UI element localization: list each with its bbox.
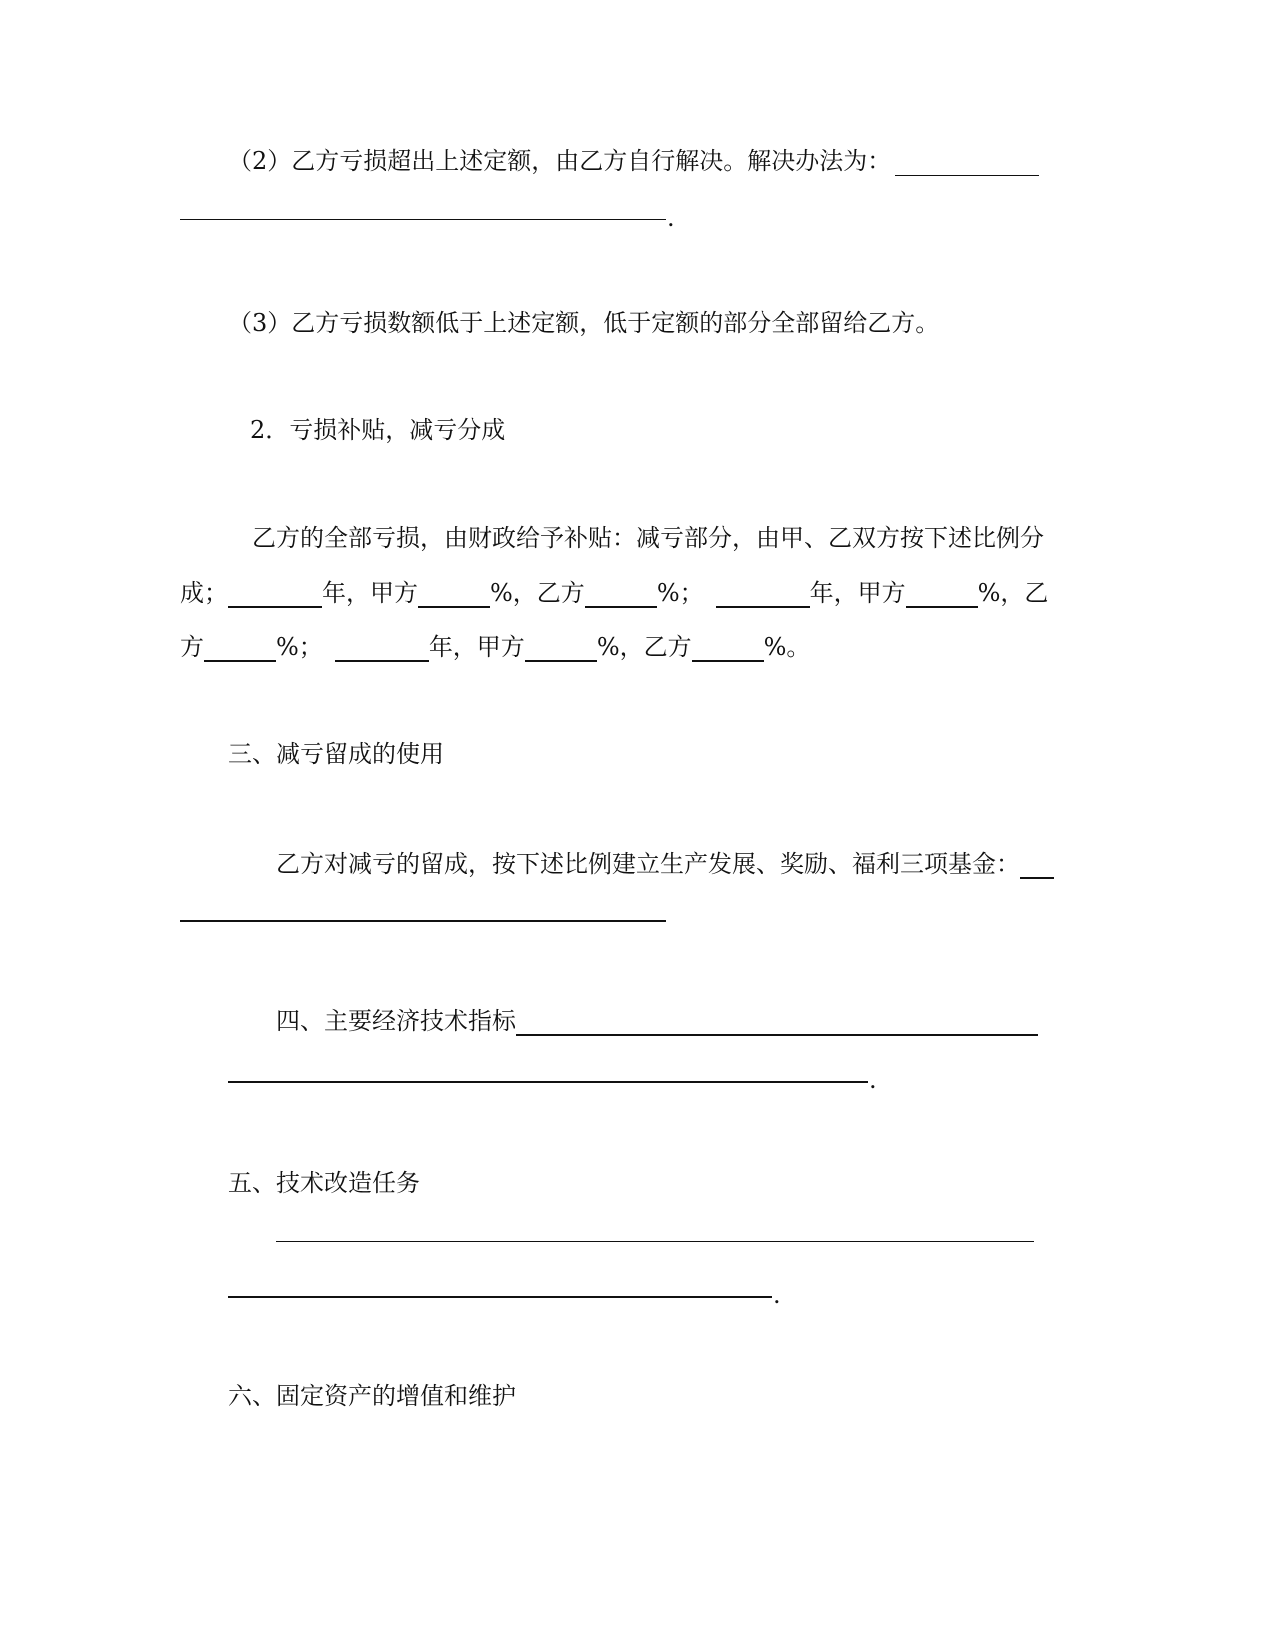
- year-blank: [335, 638, 429, 662]
- para-text: 年，甲方: [322, 579, 418, 607]
- fill-blank-line: [228, 1296, 772, 1298]
- percent-blank: [585, 584, 657, 608]
- percent-blank: [418, 584, 490, 608]
- period-mark: .: [667, 204, 675, 232]
- para-text: 方: [180, 633, 204, 661]
- section-5-heading: [228, 1168, 420, 1198]
- clause-2-text: （2）乙方亏损超出上述定额，由乙方自行解决。解决办法为：: [228, 147, 892, 175]
- section-3-heading-text: 三、减亏留成的使用: [228, 740, 444, 768]
- percent-blank: [204, 638, 276, 662]
- clause-3: [228, 308, 939, 338]
- fill-blank-line: [228, 1081, 868, 1083]
- clause-3-text: （3）乙方亏损数额低于上述定额，低于定额的部分全部留给乙方。: [228, 309, 940, 337]
- clause-2: [228, 146, 1039, 176]
- fill-blank-line: [276, 1241, 1034, 1242]
- section-2-para-line2: [180, 578, 1048, 608]
- para-text: 成；: [180, 579, 228, 607]
- para-text: 年，甲方: [428, 633, 525, 661]
- percent-blank: [906, 584, 978, 608]
- section-2-heading: [250, 415, 505, 445]
- section-5-heading-text: 五、技术改造任务: [228, 1169, 420, 1197]
- fill-blank-line: [180, 219, 666, 220]
- para-text: %，乙: [977, 579, 1049, 607]
- section-4-heading: [276, 1006, 1038, 1036]
- section-2-heading-text: 2．亏损补贴，减亏分成: [250, 416, 506, 444]
- percent-blank: [525, 638, 597, 662]
- fill-blank: [516, 1012, 1038, 1036]
- para-text: %，乙方: [596, 633, 692, 661]
- section-4-heading-text: 四、主要经济技术指标: [276, 1007, 516, 1035]
- para-text: %。: [763, 633, 811, 661]
- section-2-para-line1: [252, 523, 1044, 553]
- para-text: 年，甲方: [809, 579, 906, 607]
- para-text: 乙方对减亏的留成，按下述比例建立生产发展、奖励、福利三项基金：: [276, 850, 1020, 878]
- section-2-para-line3: [180, 632, 810, 662]
- period-mark: .: [869, 1066, 877, 1094]
- fill-blank: [1020, 855, 1054, 879]
- section-6-heading-text: 六、固定资产的增值和维护: [228, 1382, 516, 1410]
- fill-blank: [895, 153, 1039, 176]
- period-mark: .: [773, 1281, 781, 1309]
- section-6-heading: [228, 1381, 516, 1411]
- para-text: %；: [276, 633, 323, 661]
- section-3-heading: [228, 739, 444, 769]
- fill-blank-line: [180, 920, 666, 922]
- year-blank: [716, 584, 810, 608]
- section-3-para: [276, 849, 1054, 879]
- year-blank: [228, 584, 322, 608]
- percent-blank: [692, 638, 764, 662]
- para-text: %，乙方: [490, 579, 585, 607]
- para-text: %；: [656, 579, 704, 607]
- para-text: 乙方的全部亏损，由财政给予补贴：减亏部分，由甲、乙双方按下述比例分: [252, 524, 1044, 552]
